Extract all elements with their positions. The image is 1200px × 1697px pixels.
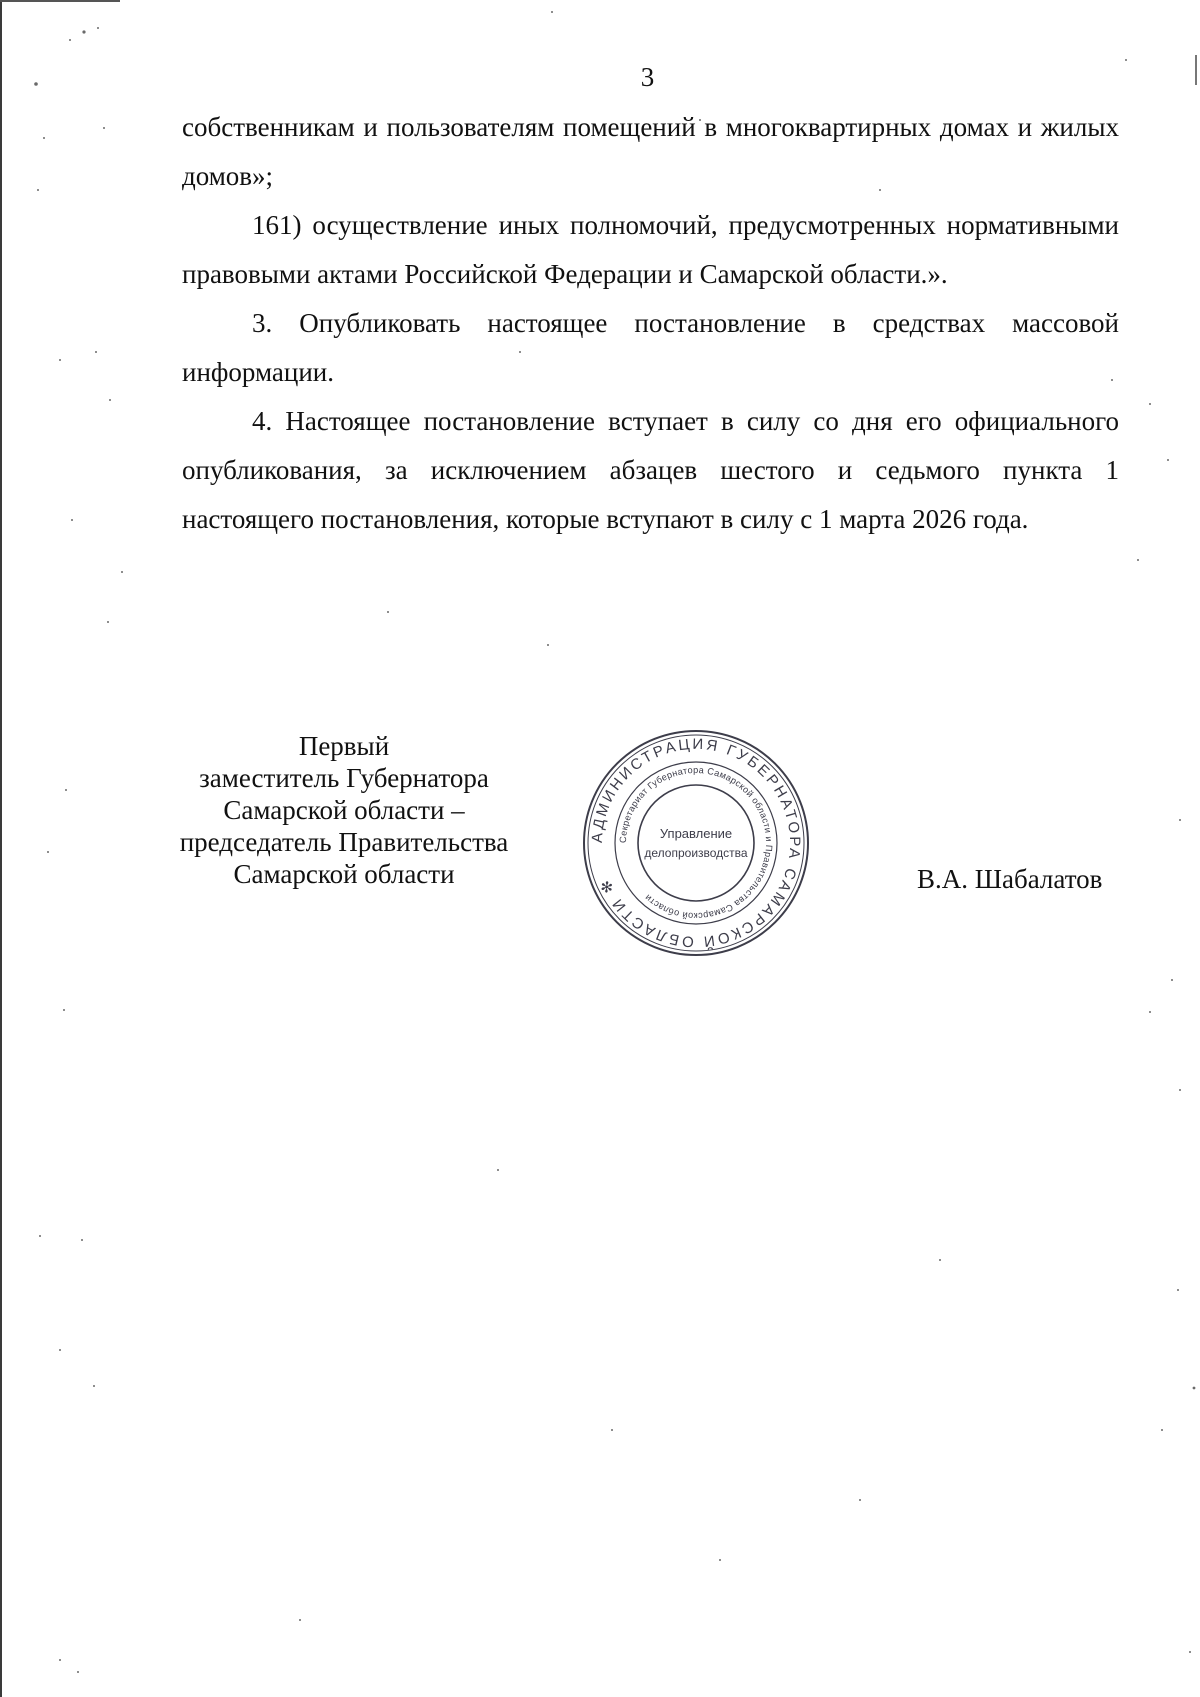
signer-name: В.А. Шабалатов <box>917 864 1103 894</box>
document-body <box>182 103 1119 544</box>
signer-position-line: Самарской области – <box>223 795 465 825</box>
page-number: 3 <box>640 62 655 92</box>
paragraph-continuation: собственникам и пользователям помещений в многоквартирных домах и жилых домов»; <box>182 112 1119 191</box>
paragraph-item-4: 4. Настоящее постановление вступает в силу со дня его официального опубликования, за исключением абзацев шестого и седьмого пункта 1 настоящего постановления, которые вступают в силу с 1 марта 2026 года. <box>182 406 1119 534</box>
signer-position-line: заместитель Губернатора <box>199 763 489 793</box>
stamp-outer-text: АДМИНИСТРАЦИЯ ГУБЕРНАТОРА САМАРСКОЙ ОБЛАСТИ ✻ <box>588 735 804 951</box>
official-stamp <box>580 727 812 959</box>
signer-position-line: Самарской области <box>233 859 455 889</box>
signer-position <box>160 730 528 890</box>
signer-position-line: председатель Правительства <box>179 827 509 857</box>
stamp-center-line-1: Управление <box>659 826 733 841</box>
svg-text:Секретариат Губернатора Самарс <box>618 765 774 921</box>
signer-position-line: Первый <box>298 731 390 761</box>
stamp-center-line-2: делопроизводства <box>644 846 748 860</box>
stamp-inner-text: Секретариат Губернатора Самарской области и Правительства Самарской области <box>617 764 775 922</box>
paragraph-item-161: 161) осуществление иных полномочий, предусмотренных нормативными правовыми актами Российской Федерации и Самарской области.». <box>182 210 1119 289</box>
paragraph-item-3: 3. Опубликовать настоящее постановление в средствах массовой информации. <box>182 308 1119 387</box>
